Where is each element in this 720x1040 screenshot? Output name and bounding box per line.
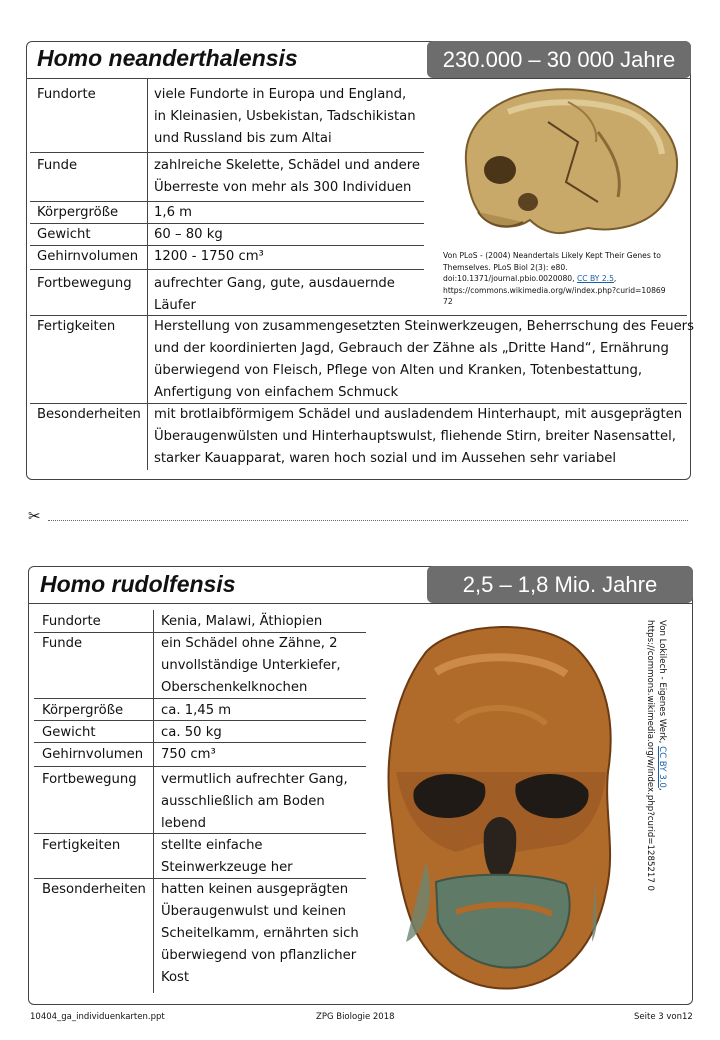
card1-label-fundorte: Fundorte <box>37 87 96 102</box>
footer-page-number: Seite 3 von12 <box>634 1012 693 1022</box>
card1-age-badge <box>427 41 691 78</box>
card2-age-text: 2,5 – 1,8 Mio. Jahre <box>462 572 658 597</box>
card2-label-gehirnvolumen: Gehirnvolumen <box>42 747 144 762</box>
card2-value-fertigkeiten: stellte einfache Steinwerkzeuge her <box>161 838 293 875</box>
card1-header-divider <box>26 78 691 79</box>
card1-row-sep <box>30 152 424 153</box>
card2-label-fundorte: Fundorte <box>42 614 101 629</box>
card1-value-gewicht: 60 – 80 kg <box>154 227 223 242</box>
card2-label-fortbewegung: Fortbewegung <box>42 772 137 787</box>
card1-value-fundorte: viele Fundorte in Europa und England, in Kleinasien, Usbekistan, Tadschikistan und Russland bis zum Altai <box>154 87 416 146</box>
scissors-icon: ✂ <box>28 507 41 525</box>
card2-age-badge <box>427 566 693 603</box>
card2-row-sep <box>34 766 366 767</box>
cut-line <box>48 520 688 521</box>
neanderthal-skull-image <box>448 82 688 242</box>
card1-value-koerpergroesse: 1,6 m <box>154 205 193 220</box>
card1-license-link[interactable]: CC BY 2.5 <box>576 274 614 283</box>
card2-value-fortbewegung: vermutlich aufrechter Gang, ausschließlich am Boden lebend <box>161 772 348 831</box>
card2-label-gewicht: Gewicht <box>42 725 96 740</box>
card1-value-funde: zahlreiche Skelette, Schädel und andere Überreste von mehr als 300 Individuen <box>154 158 420 195</box>
card1-title: Homo neanderthalensis <box>37 45 298 71</box>
footer-center: ZPG Biologie 2018 <box>316 1012 395 1022</box>
card1-value-fertigkeiten: Herstellung von zusammengesetzten Steinwerkzeugen, Beherrschung des Feuers und der koordinierten Jagd, Gebrauch der Zähne als „Dritte Hand“, Ernährung überwiegend von Fleisch, Pflege von Alten und Kranken, Totenbestattung, Anfertigung von einfachem Schmuck <box>154 319 694 400</box>
card1-label-fortbewegung: Fortbewegung <box>37 276 132 291</box>
card2-label-koerpergroesse: Körpergröße <box>42 703 124 718</box>
card1-label-fertigkeiten: Fertigkeiten <box>37 319 116 334</box>
card2-value-funde: ein Schädel ohne Zähne, 2 unvollständige Unterkiefer, Oberschenkelknochen <box>161 636 341 695</box>
card1-age-text: 230.000 – 30 000 Jahre <box>442 47 676 72</box>
card1-label-besonderheiten: Besonderheiten <box>37 407 141 422</box>
card1-row-sep <box>30 269 424 270</box>
card2-label-funde: Funde <box>42 636 83 651</box>
card1-column-divider <box>147 79 148 470</box>
card1-label-gehirnvolumen: Gehirnvolumen <box>37 249 139 264</box>
card1-label-gewicht: Gewicht <box>37 227 91 242</box>
card2-image-credit: Von Lokilech - Eigenes Werk, CC BY 3.0, https://commons.wikimedia.org/w/index.php?curid=1285217 0 <box>645 620 667 892</box>
card2-value-gehirnvolumen: 750 cm³ <box>161 747 216 762</box>
card1-image-credit: Von PLoS - (2004) Neandertals Likely Kept Their Genes to Themselves. PLoS Biol 2(3): e80. doi:10.1371/journal.pbio.0020080, CC BY 2.5, https://commons.wikimedia.org/w/index.php?curid=10869 72 <box>443 251 666 306</box>
card2-title: Homo rudolfensis <box>40 571 236 597</box>
rudolfensis-skull-image <box>366 612 634 996</box>
card2-label-fertigkeiten: Fertigkeiten <box>42 838 121 853</box>
card1-value-fortbewegung: aufrechter Gang, gute, ausdauernde Läufer <box>154 276 395 313</box>
card2-value-besonderheiten: hatten keinen ausgeprägten Überaugenwulst und keinen Scheitelkamm, ernährten sich überwiegend von pflanzlicher Kost <box>161 882 359 985</box>
card1-value-gehirnvolumen: 1200 - 1750 cm³ <box>154 249 264 264</box>
card2-label-besonderheiten: Besonderheiten <box>42 882 146 897</box>
card1-label-koerpergroesse: Körpergröße <box>37 205 119 220</box>
card2-column-divider <box>153 610 154 993</box>
card1-label-funde: Funde <box>37 158 78 173</box>
card2-license-link[interactable]: CC BY 3.0 <box>657 746 667 788</box>
card1-value-besonderheiten: mit brotlaibförmigem Schädel und ausladendem Hinterhaupt, mit ausgeprägten Überaugenwülsten und Hinterhauptswulst, fliehende Stirn, breiter Nasensattel, starker Kauapparat, waren hoch sozial und im Aussehen sehr variabel <box>154 407 683 466</box>
footer-filename: 10404_ga_individuenkarten.ppt <box>30 1012 165 1022</box>
card2-value-fundorte: Kenia, Malawi, Äthiopien <box>161 614 323 629</box>
card2-value-koerpergroesse: ca. 1,45 m <box>161 703 232 718</box>
card2-header-divider <box>28 603 693 604</box>
card2-value-gewicht: ca. 50 kg <box>161 725 222 740</box>
